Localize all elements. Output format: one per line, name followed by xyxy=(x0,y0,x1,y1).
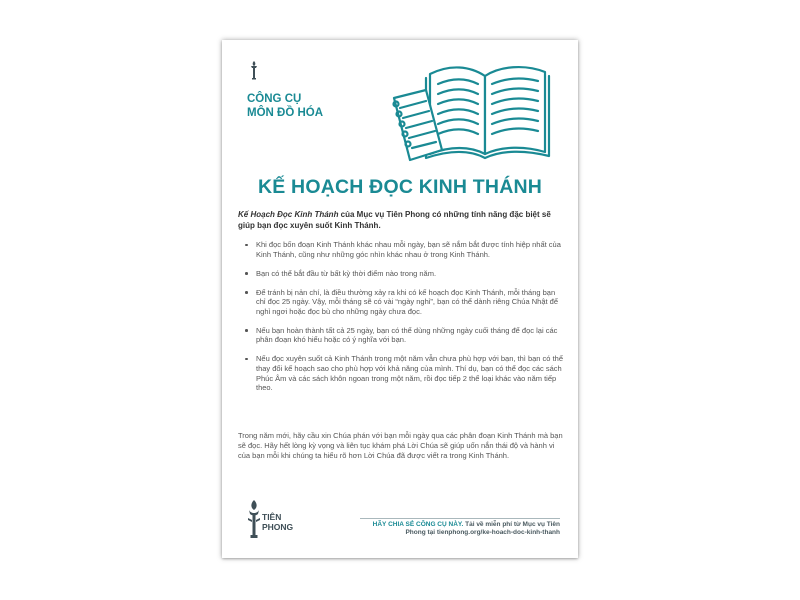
intro-paragraph xyxy=(238,210,564,232)
footer-divider xyxy=(360,518,560,519)
footer-accent: HÃY CHIA SẺ CÔNG CỤ NÀY. xyxy=(372,521,464,528)
bullet-item: Nếu bạn hoàn thành tất cả 25 ngày, bạn có thể dùng những ngày cuối tháng để đọc lại các phân đoạn khó hiểu hoặc có ý nghĩa với bạn. xyxy=(240,326,564,345)
bullet-list xyxy=(240,240,564,402)
bullet-item: Nếu đọc xuyên suốt cả Kinh Thánh trong một năm vẫn chưa phù hợp với bạn, thì bạn có thể thay đổi kế hoạch sao cho phù hợp với khả năng của mình. Thí dụ, bạn có thể đọc các sách Phúc Âm và các sách khôn ngoan trong một năm, rồi đọc tiếp 2 thể loại khác vào năm tiếp theo. xyxy=(240,354,564,392)
intro-rest: của Mục vụ Tiên Phong có những tính năng đặc biệt sẽ giúp bạn đọc xuyên suốt Kinh Thánh. xyxy=(238,210,551,230)
bullet-item: Khi đọc bốn đoạn Kinh Thánh khác nhau mỗi ngày, bạn sẽ nắm bắt được tính hiệp nhất của Kinh Thánh, cũng như những góc nhìn khác nhau ở trong Kinh Thánh. xyxy=(240,240,564,259)
logo-text xyxy=(262,513,293,532)
torch-icon xyxy=(248,60,260,80)
page-title: KẾ HOẠCH ĐỌC KINH THÁNH xyxy=(257,176,543,198)
document-page xyxy=(222,40,578,558)
closing-paragraph: Trong năm mới, hãy cầu xin Chúa phán với bạn mỗi ngày qua các phân đoạn Kinh Thánh mà bạn sẽ đọc. Hãy hết lòng kỳ vọng và liên tục khám phá Lời Chúa sẽ giúp uốn nắn thái độ và hành vi của bạn mỗi khi chúng ta hiểu rõ hơn Lời Chúa đã được viết ra trong Kinh Thánh. xyxy=(238,431,563,460)
open-bible-icon xyxy=(390,54,556,168)
footer-body: Tải về miễn phí từ Mục vụ Tiên Phong tại tienphong.org/ke-hoach-doc-kinh-thanh xyxy=(405,521,560,537)
footer-share-text xyxy=(360,521,560,538)
bullet-item: Để tránh bị nản chí, là điều thường xảy ra khi có kế hoạch đọc Kinh Thánh, mỗi tháng bạn chỉ đọc 25 ngày. Vậy, mỗi tháng sẽ có vài “ngày nghỉ”, bạn có thể dành riêng Chúa Nhật để nghỉ ngơi hoặc đọc bù cho những ngày chưa đọc. xyxy=(240,288,564,317)
logo-line-2: PHONG xyxy=(262,521,294,532)
header-title xyxy=(247,92,323,120)
header-line-1: CÔNG CỤ xyxy=(247,93,302,105)
logo-line-1: TIÊN xyxy=(262,512,282,522)
intro-emphasis: Kế Hoạch Đọc Kinh Thánh xyxy=(238,210,339,219)
header-line-2: MÔN ĐỒ HÓA xyxy=(247,107,324,119)
bullet-item: Bạn có thể bắt đầu từ bất kỳ thời điểm nào trong năm. xyxy=(240,269,564,279)
